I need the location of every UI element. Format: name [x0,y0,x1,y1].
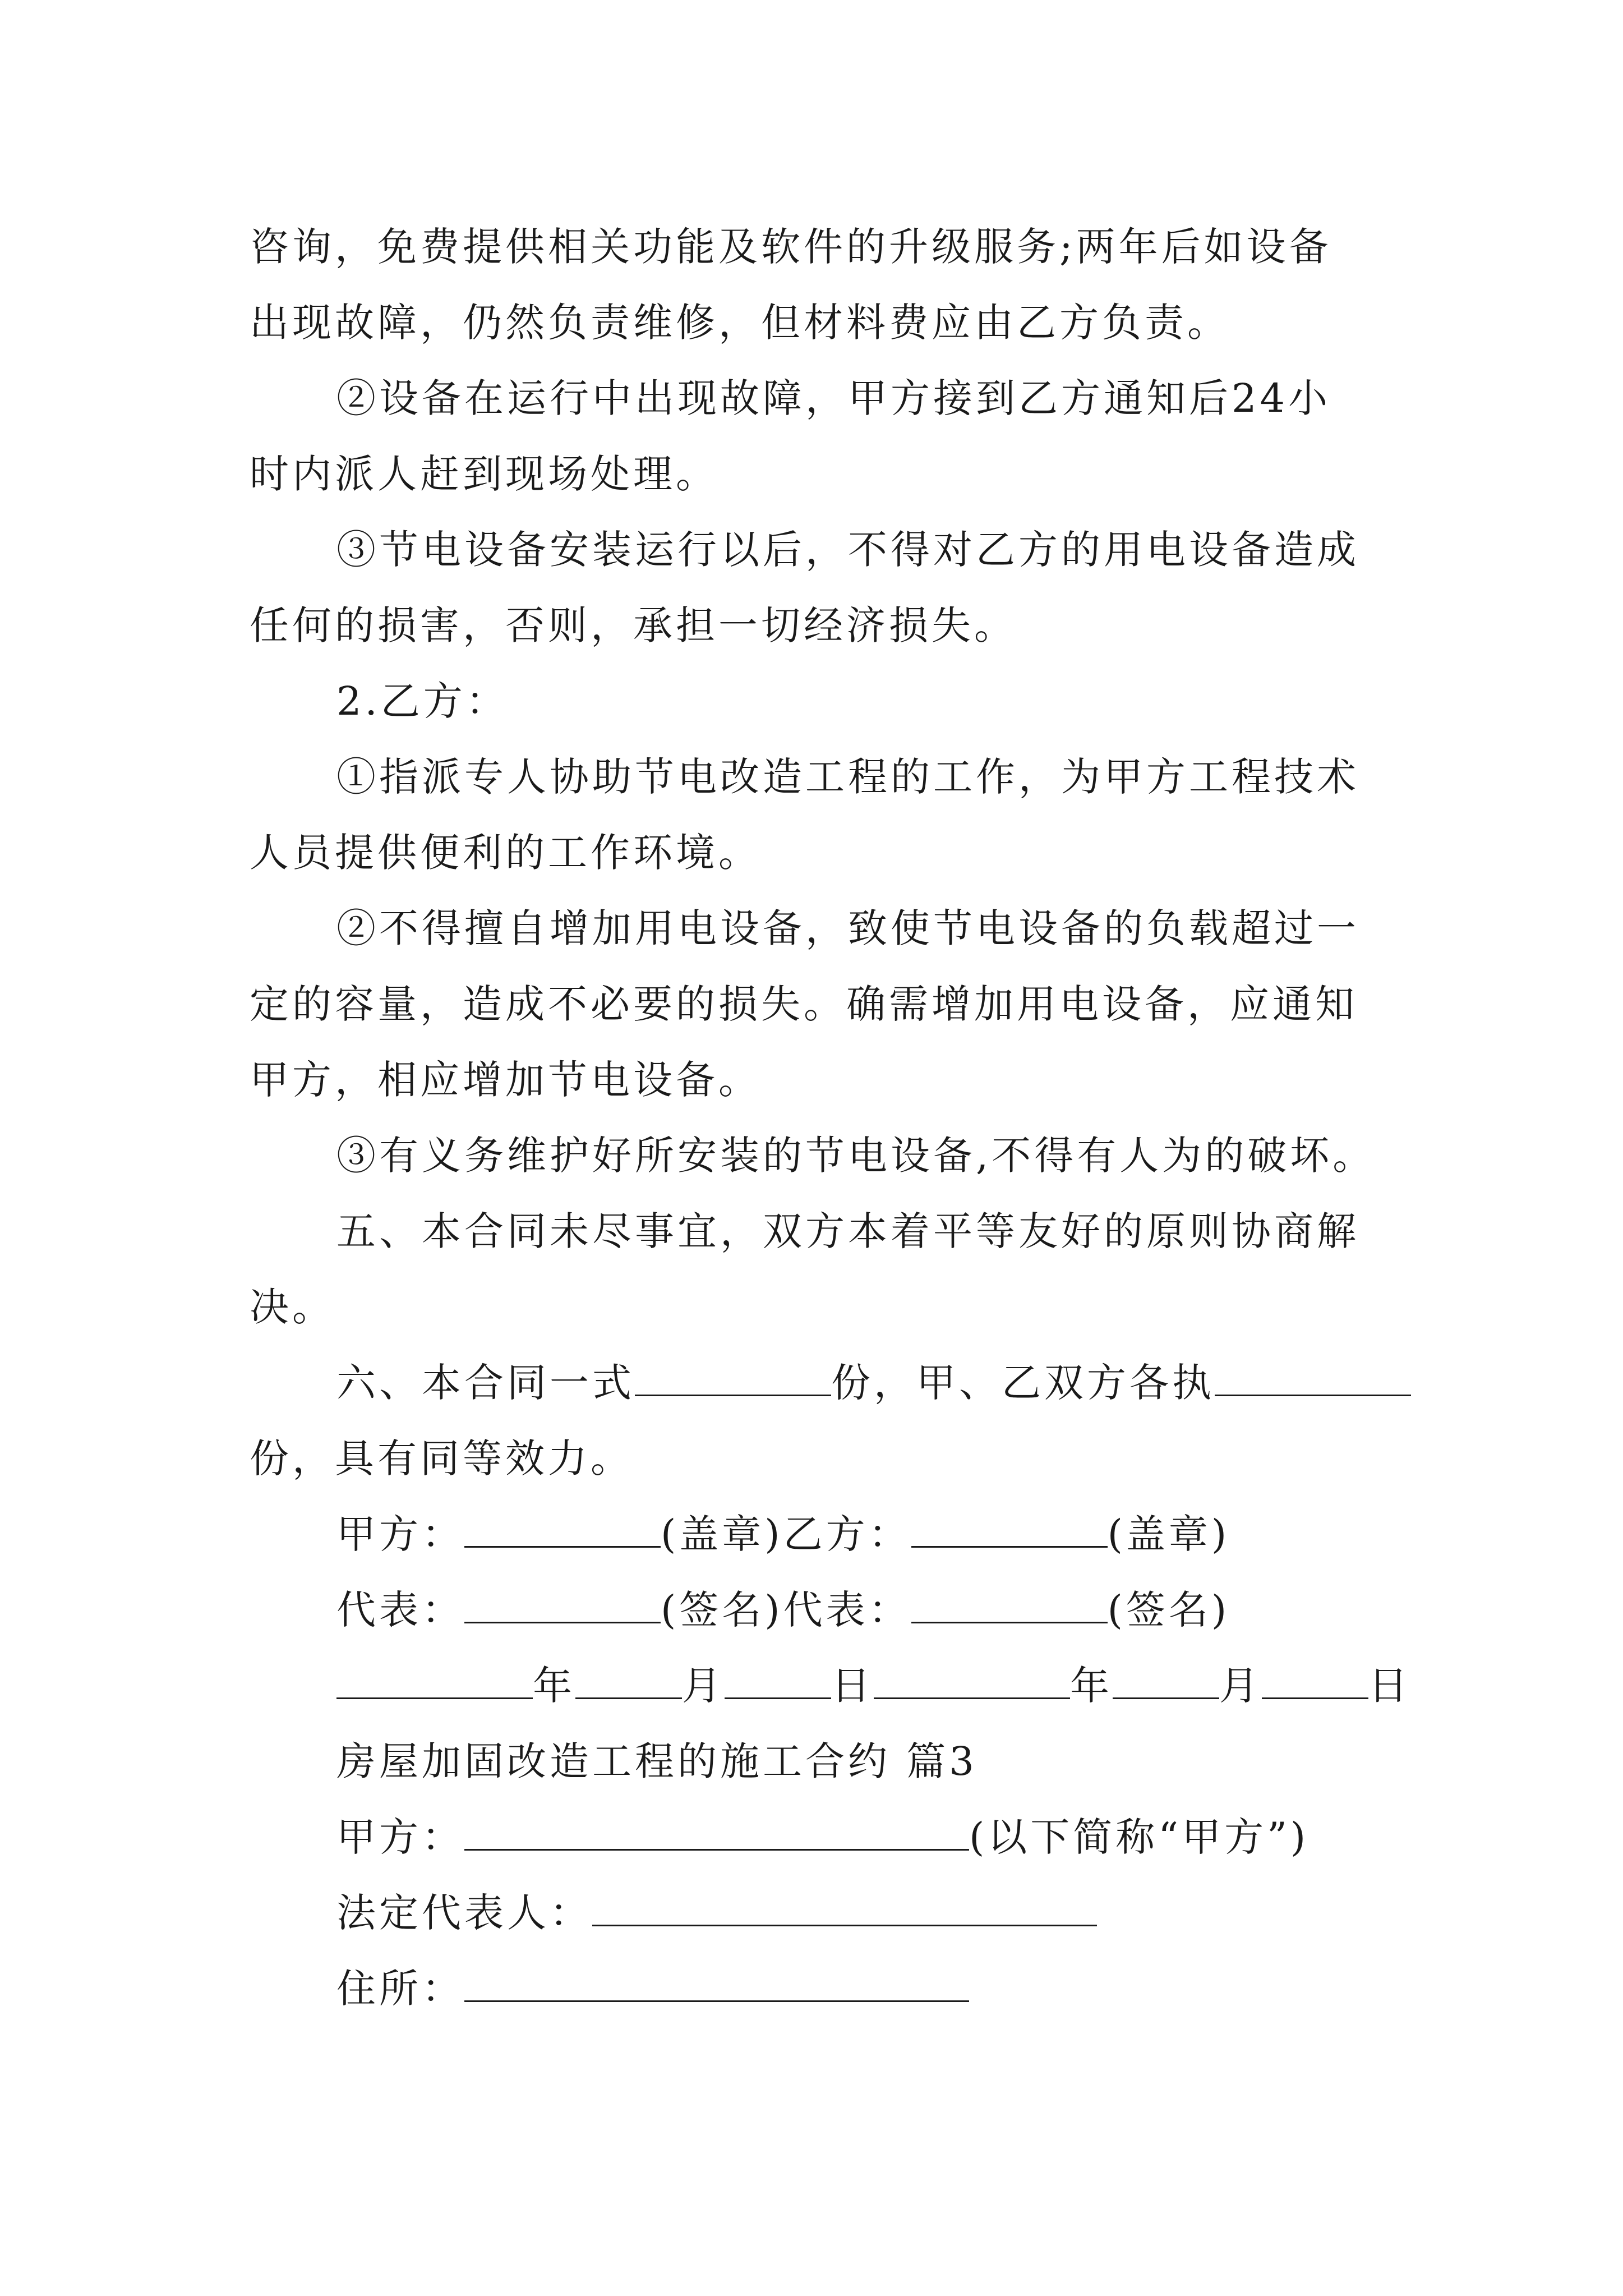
body-line-11: 定的容量，造成不必要的损失。确需增加用电设备，应通知 [250,981,1358,1027]
body-line-3: ②设备在运行中出现故障，甲方接到乙方通知后24小 [336,375,1331,421]
copies-text-1: 六、本合同一式 [336,1360,635,1406]
date-b-month: 月 [1219,1663,1262,1709]
copies-text-2: 份，甲、乙双方各执 [831,1360,1215,1406]
date-a-day: 日 [831,1663,874,1709]
body-line-1: 咨询，免费提供相关功能及软件的升级服务;两年后如设备 [250,224,1332,270]
body-line-9: 人员提供便利的工作环境。 [250,830,761,876]
rep-a-blank[interactable] [464,1585,661,1623]
party-a-intro-line [336,1812,1481,1862]
legal-rep-line [336,1888,1481,1938]
copies-total-blank[interactable] [635,1358,831,1396]
body-line-13: ③有义务维护好所安装的节电设备,不得有人为的破坏。 [336,1133,1376,1179]
date-a-year-blank[interactable] [336,1660,533,1699]
party-a-seal: (盖章)乙方： [661,1511,911,1557]
party-a-label: 甲方： [336,1511,464,1557]
body-line-14: 五、本合同未尽事宜，双方本着平等友好的原则协商解 [336,1208,1359,1254]
party-a-name-blank[interactable] [464,1812,969,1851]
date-b-day-blank[interactable] [1262,1660,1368,1699]
address-label: 住所： [336,1966,464,2012]
date-a-day-blank[interactable] [725,1660,831,1699]
date-line [336,1660,1481,1711]
body-line-5: ③节电设备安装运行以后，不得对乙方的用电设备造成 [336,527,1359,573]
copies-line-end: 份，具有同等效力。 [250,1435,633,1481]
party-b-blank[interactable] [911,1509,1108,1548]
rep-a-sign: (签名)代表： [661,1587,911,1633]
copies-line [336,1358,1481,1408]
party-b-seal: (盖章) [1107,1511,1230,1557]
body-line-8: ①指派专人协助节电改造工程的工作，为甲方工程技术 [336,754,1359,800]
rep-b-sign: (签名) [1107,1587,1230,1633]
body-line-4: 时内派人赶到现场处理。 [250,451,718,497]
sign-rep-line [336,1585,1481,1635]
date-a-month-blank[interactable] [575,1660,682,1699]
date-b-day: 日 [1368,1663,1411,1709]
body-line-6: 任何的损害，否则，承担一切经济损失。 [250,602,1017,648]
legal-rep-blank[interactable] [592,1888,1097,1926]
date-b-year: 年 [1070,1663,1113,1709]
sign-party-line [336,1509,1481,1559]
address-blank[interactable] [464,1963,969,2002]
rep-a-label: 代表： [336,1587,464,1633]
body-line-7: 2.乙方： [336,678,509,724]
date-b-month-blank[interactable] [1113,1660,1219,1699]
body-line-10: ②不得擅自增加用电设备，致使节电设备的负载超过一 [336,905,1359,951]
party-a-intro-suffix: (以下简称“甲方”) [969,1814,1310,1860]
party-a-blank[interactable] [464,1509,661,1548]
party-a-intro-label: 甲方： [336,1814,464,1860]
section-title: 房屋加固改造工程的施工合约 篇3 [336,1738,978,1784]
date-b-year-blank[interactable] [874,1660,1070,1699]
body-line-15: 决。 [250,1284,335,1330]
legal-rep-label: 法定代表人： [336,1890,592,1936]
date-a-month: 月 [682,1663,725,1709]
body-line-2: 出现故障，仍然负责维修，但材料费应由乙方负责。 [250,300,1230,346]
address-line [336,1963,1481,2014]
rep-b-blank[interactable] [911,1585,1108,1623]
date-a-year: 年 [533,1663,575,1709]
body-line-12: 甲方，相应增加节电设备。 [250,1057,761,1103]
copies-each-blank[interactable] [1215,1358,1411,1396]
